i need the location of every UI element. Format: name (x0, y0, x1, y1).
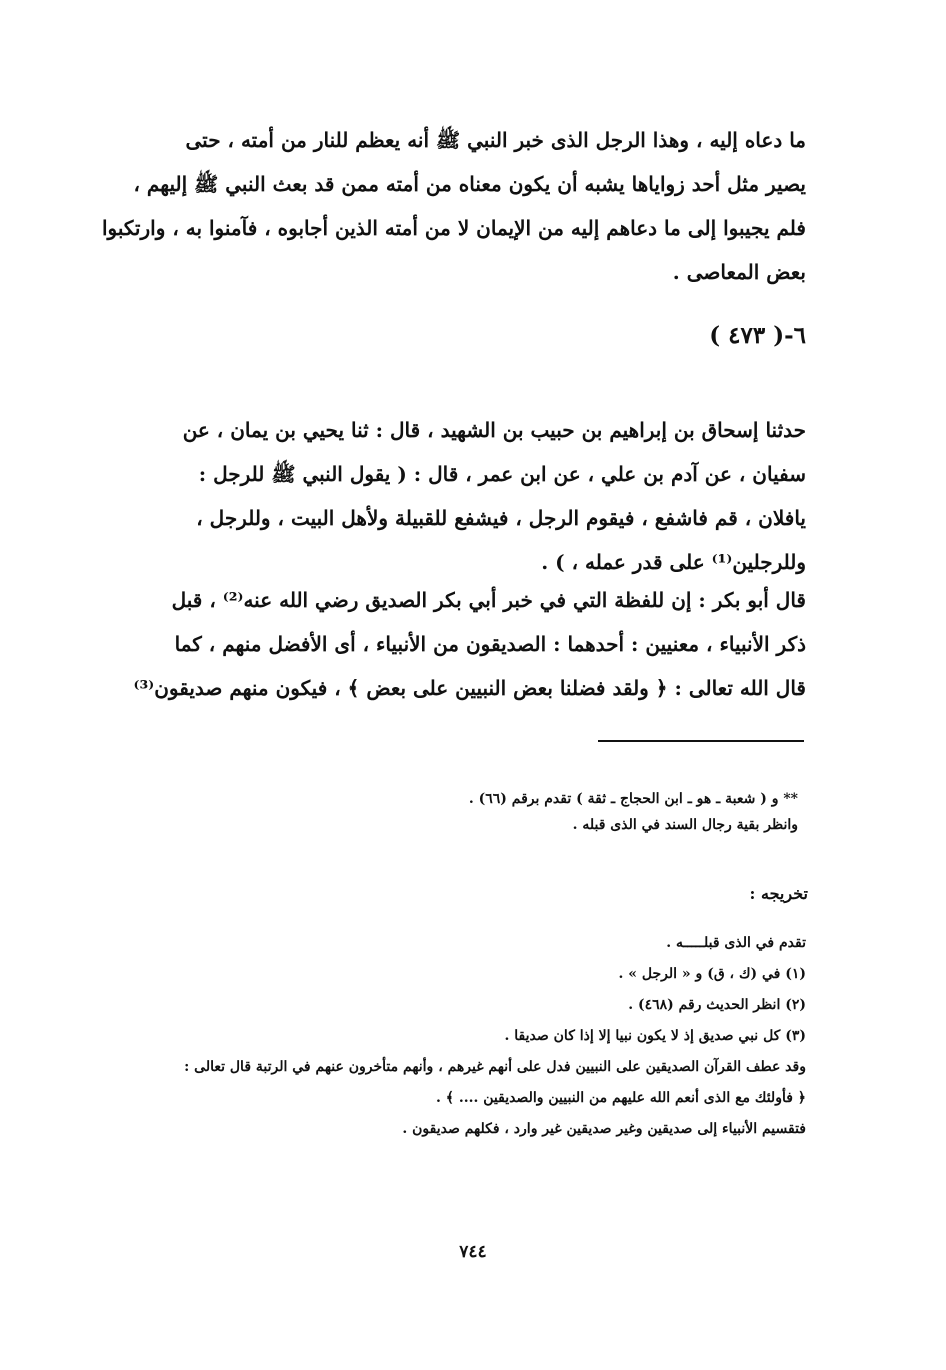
paragraph-abu-bakr (133, 578, 806, 710)
text-line: بعض المعاصى . (672, 260, 806, 284)
note-line: فتقسيم الأنبياء إلى صديقين وغير صديقين غير وارد ، فكلهم صديقون . (402, 1121, 806, 1137)
note-line: ** و ( شعبة ـ هو ـ ابن الحجاج ـ ثقة ) تقدم برقم (٦٦) . (468, 791, 798, 807)
text-line: قال أبو بكر : إن للفظة التي في خبر أبي بكر الصديق رضي الله عنه⁽²⁾ ، قبل (171, 588, 806, 612)
note-line: وقد عطف القرآن الصديقين على النبيين فدل على أنهم غيرهم ، وأنهم متأخرون عنهم في الرتبة قال تعالى : (184, 1059, 806, 1075)
text-line: ما دعاه إليه ، وهذا الرجل الذى خبر النبي ﷺ أنه يعظم للنار من أمته ، حتى (185, 128, 806, 152)
takhrij-notes (126, 928, 806, 1145)
note-line: (٣) كل نبي صديق إذ لا يكون نبيا إلا إذا كان صديقا . (504, 1028, 806, 1044)
text-line: حدثنا إسحاق بن إبراهيم بن حبيب بن الشهيد ، قال : ثنا يحيي بن يمان ، عن (182, 418, 806, 442)
text-line: يافلان ، قم فاشفع ، فيقوم الرجل ، فيشفع للقبيلة ولأهل البيت ، وللرجل ، (196, 506, 806, 530)
text-line: ذكر الأنبياء ، معنيين : أحدهما : الصديقون من الأنبياء ، أى الأفضل منهم ، كما (174, 632, 806, 656)
text-line: قال الله تعالى : ﴿ ولقد فضلنا بعض النبيين على بعض ﴾ ، فيكون منهم صديقون⁽³⁾ (133, 676, 806, 700)
paragraph-hadith (136, 408, 806, 584)
hadith-number: ٦-( ٤٧٣ ) (709, 322, 806, 349)
note-line: ﴿ فأولئك مع الذى أنعم الله عليهم من النبيين والصديقين .... ﴾ . (436, 1090, 806, 1106)
text-line: سفيان ، عن آدم بن علي ، عن ابن عمر ، قال : ( يقول النبي ﷺ للرجل : (198, 462, 806, 486)
text-line: وللرجلين⁽¹⁾ على قدر عمله ، ) . (541, 550, 806, 574)
note-line: (٢) انظر الحديث رقم (٤٦٨) . (628, 997, 806, 1013)
text-line: يصير مثل أحد زواياها يشبه أن يكون معناه من أمته ممن قد بعث النبي ﷺ إليهم ، (133, 172, 806, 196)
note-line: تقدم في الذى قبلـــــه . (666, 935, 806, 951)
page-number: ٧٤٤ (459, 1242, 487, 1262)
note-line: (١) في (ك ، ق) و « الرجل » . (618, 966, 806, 982)
paragraph-commentary (101, 118, 806, 294)
note-line: وانظر بقية رجال السند في الذى قبله . (572, 817, 798, 833)
isnad-notes (138, 786, 798, 838)
footnote-divider (598, 740, 804, 742)
takhrij-heading: تخريجه : (749, 884, 808, 903)
text-line: فلم يجيبوا إلى ما دعاهم إليه من الإيمان لا من أمته الذين أجابوه ، فآمنوا به ، وارتكبوا (101, 216, 806, 240)
